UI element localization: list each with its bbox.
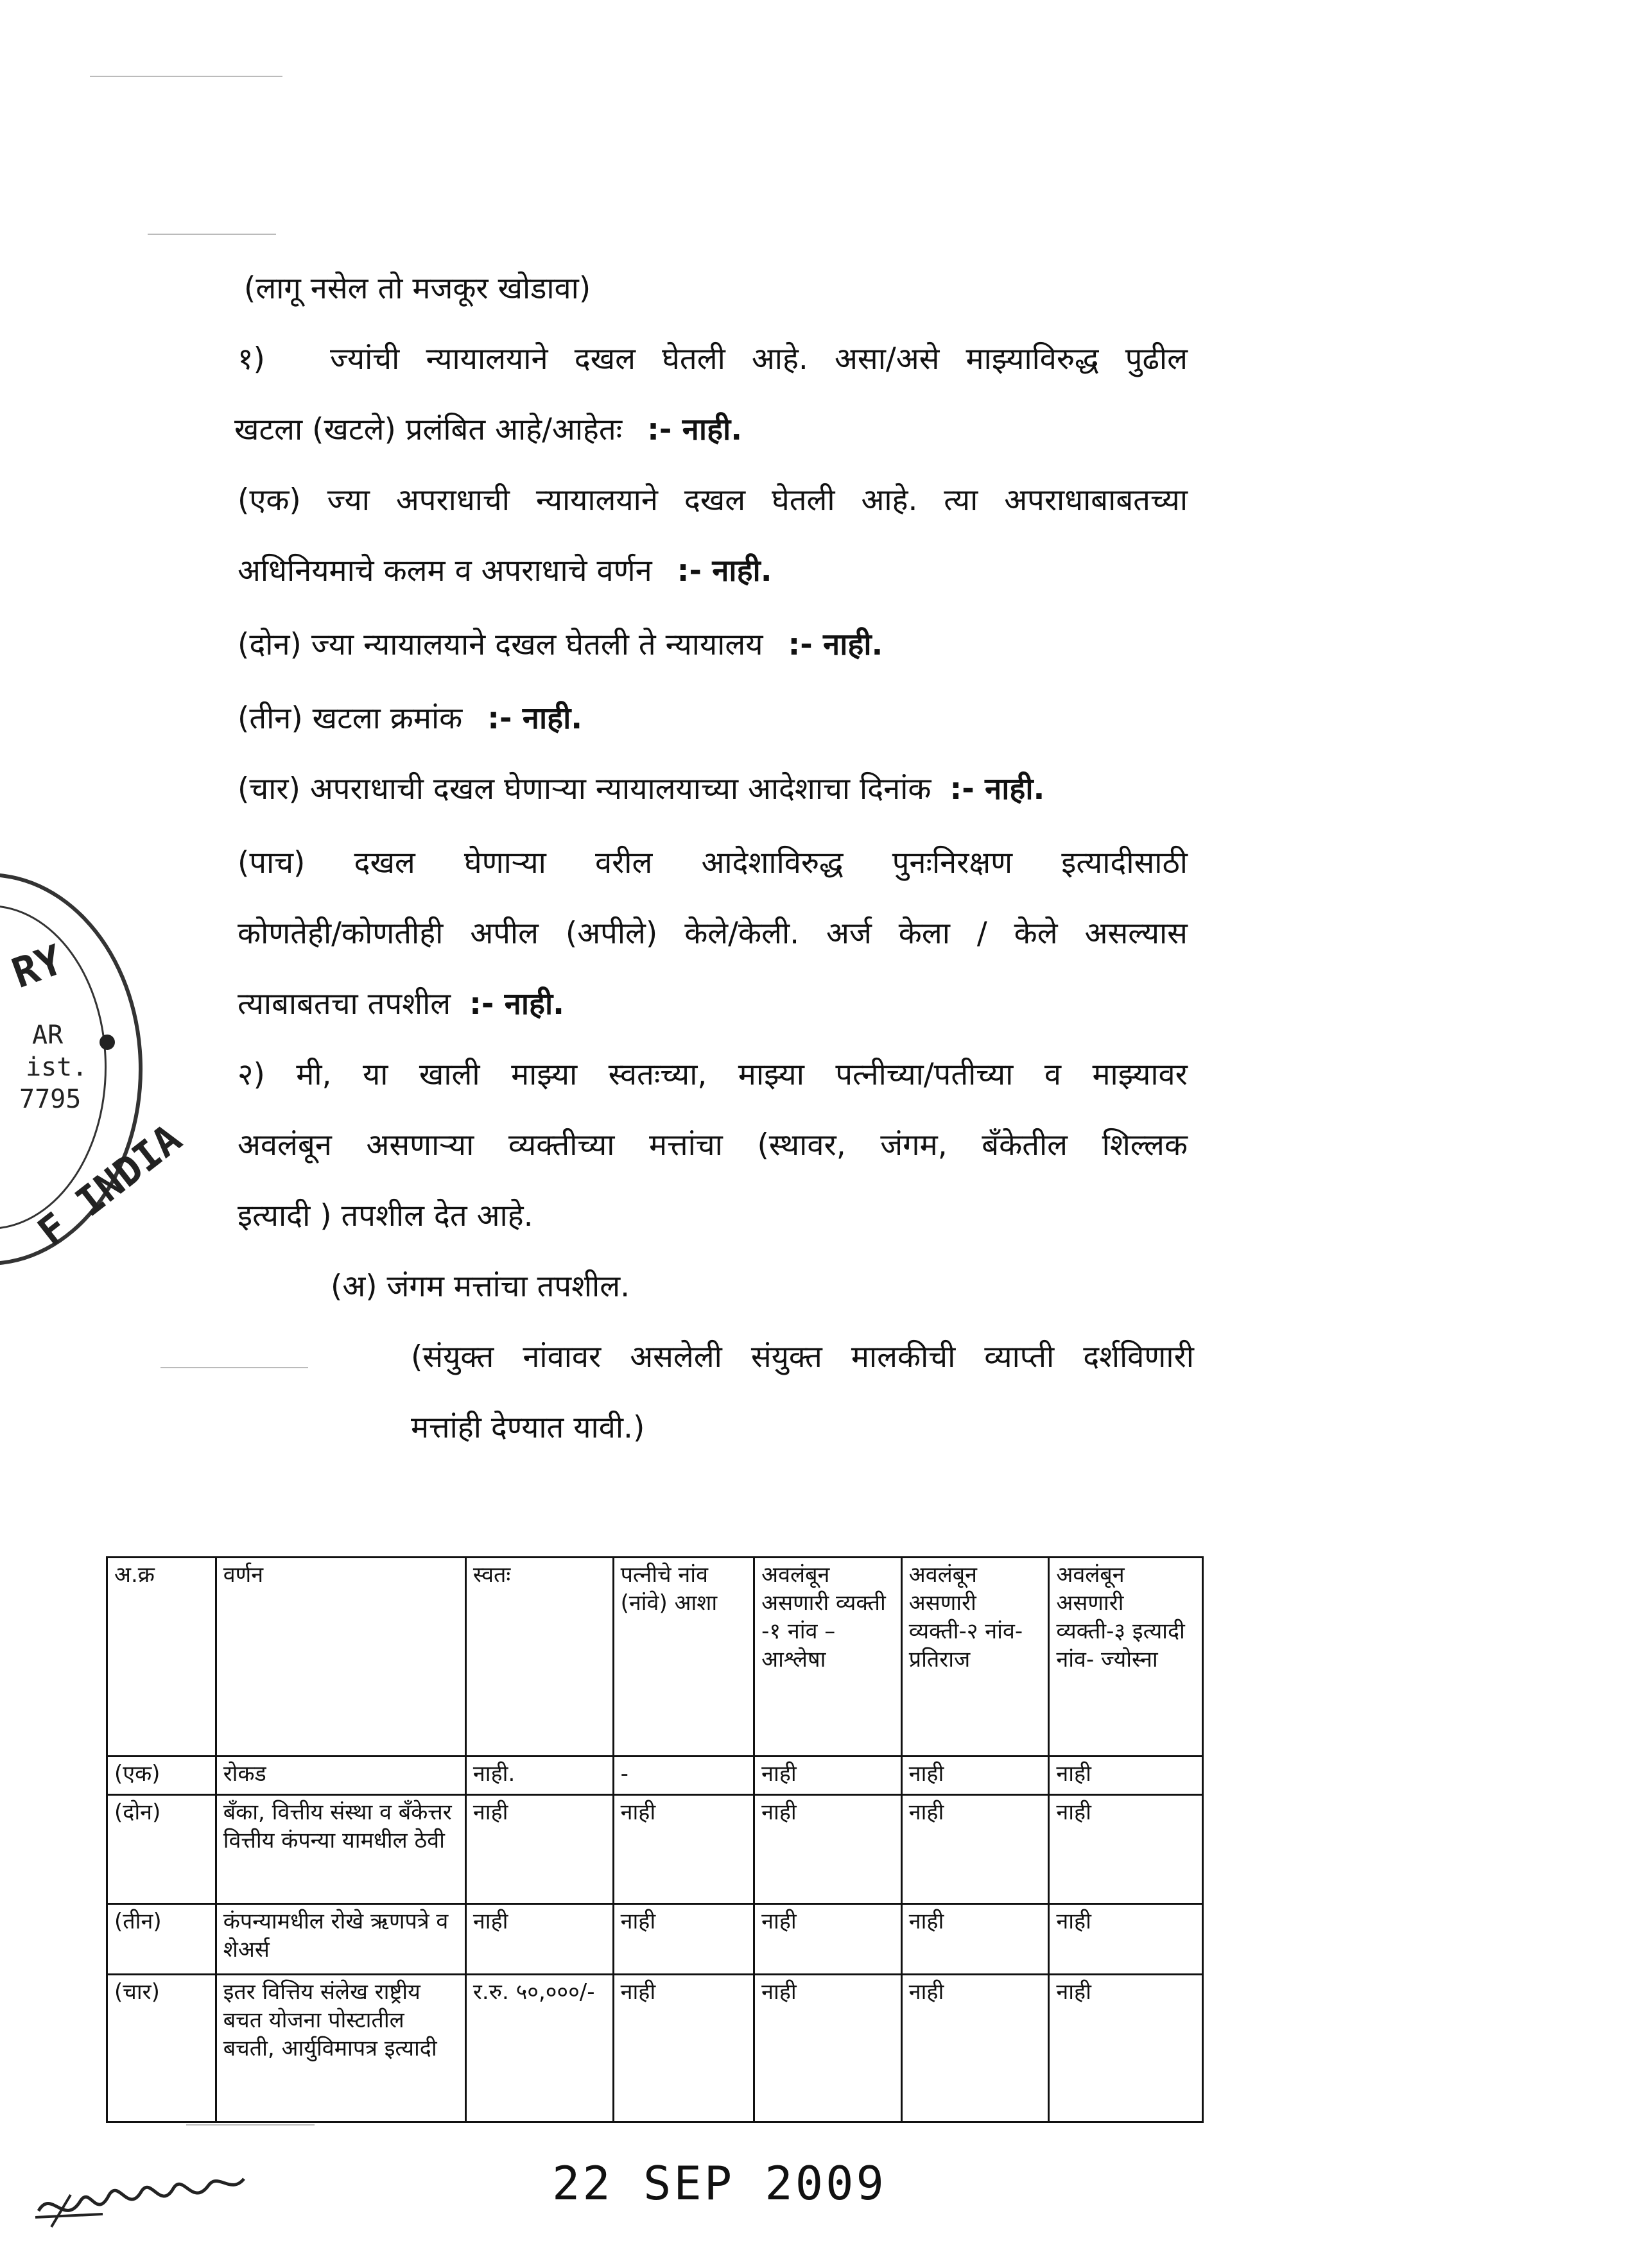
seal-text: AR — [32, 1020, 64, 1050]
word: बँकेतील — [982, 1128, 1068, 1163]
scan-mark — [148, 234, 276, 235]
table-cell: (दोन) — [107, 1795, 216, 1904]
table-cell: नाही — [754, 1757, 902, 1795]
word: असणाऱ्या — [366, 1128, 474, 1163]
word: असल्यास — [1084, 916, 1188, 951]
table-cell: नाही — [754, 1795, 902, 1904]
item-don — [238, 626, 883, 664]
word: मत्तांचा — [649, 1128, 723, 1163]
table-cell: नाही — [465, 1795, 613, 1904]
table-cell: नाही — [754, 1904, 902, 1975]
signature-image — [26, 2150, 257, 2233]
word: न्यायालयाने — [535, 483, 658, 518]
table-header-cell: पत्नीचे नांव (नांवे) आशा — [613, 1558, 754, 1757]
answer-text: :- नाही. — [949, 771, 1045, 807]
word: इत्यादीसाठी — [1061, 845, 1188, 881]
item-teen-text: (तीन) खटला क्रमांक — [238, 701, 463, 736]
word: कोणतेही/कोणतीही — [238, 916, 444, 951]
word: घेतली — [662, 341, 725, 377]
word: त्या — [944, 483, 978, 518]
table-header-cell: अवलंबून असणारी व्यक्ती -१ नांव – आश्लेषा — [754, 1558, 902, 1757]
table-cell: नाही — [901, 1795, 1049, 1904]
table-cell: नाही — [901, 1904, 1049, 1975]
table-cell: कंपन्यामधील रोखे ऋणपत्रे व शेअर्स — [216, 1904, 465, 1975]
scan-mark — [160, 1367, 308, 1368]
word: ज्यांची — [329, 341, 400, 377]
para2-line2 — [238, 1126, 1188, 1165]
table-header-cell: वर्णन — [216, 1558, 465, 1757]
subsection-a-note-line1 — [411, 1338, 1194, 1377]
word: अपराधाबाबतच्या — [1004, 483, 1188, 518]
table-cell: बँका, वित्तीय संस्था व बँकेत्तर वित्तीय कंपन्या यामधील ठेवी — [216, 1795, 465, 1904]
table-row — [107, 1757, 1203, 1795]
word: अवलंबून — [238, 1128, 332, 1163]
item-pach-line2 — [238, 915, 1188, 953]
word: पुनःनिरक्षण — [892, 845, 1013, 881]
table-cell: नाही. — [465, 1757, 613, 1795]
para2-line3: इत्यादी ) तपशील देत आहे. — [238, 1198, 533, 1233]
word: माझ्याविरुद्ध — [966, 341, 1099, 377]
scan-mark — [90, 76, 282, 77]
word: दखल — [684, 483, 746, 518]
word: केला — [898, 916, 950, 951]
table-cell: नाही — [613, 1975, 754, 2122]
word: केले/केली. — [684, 916, 800, 951]
word: अपराधाची — [395, 483, 510, 518]
seal-text: ist. — [26, 1052, 88, 1082]
answer-text: :- नाही. — [647, 412, 743, 447]
word: दखल — [354, 845, 415, 881]
item-pach-line3 — [238, 985, 564, 1024]
item-char — [238, 770, 1044, 809]
word: आहे. — [861, 483, 918, 518]
word: केले — [1014, 916, 1058, 951]
word: स्वतःच्या, — [608, 1057, 707, 1092]
table-cell: इतर वित्तिय संलेख राष्ट्रीय बचत योजना पोस्टातील बचती, आर्युविमापत्र इत्यादी — [216, 1975, 465, 2122]
table-header-cell: अवलंबून असणारी व्यक्ती-३ इत्यादी नांव- ज्योस्ना — [1049, 1558, 1203, 1757]
word: संयुक्त — [750, 1339, 822, 1375]
para1-number: १) — [238, 341, 265, 377]
word: खाली — [419, 1057, 480, 1092]
seal-dot — [100, 1035, 115, 1050]
word: माझ्या — [738, 1057, 804, 1092]
movable-assets-table — [106, 1556, 1204, 2123]
item-don-text: (दोन) ज्या न्यायालयाने दखल घेतली ते न्यायालय — [238, 627, 763, 662]
para1-line1 — [238, 340, 1188, 379]
table-cell: नाही — [754, 1975, 902, 2122]
item-ek-text: अधिनियमाचे कलम व अपराधाचे वर्णन — [238, 553, 652, 588]
item-char-text: (चार) अपराधाची दखल घेणाऱ्या न्यायालयाच्या आदेशाचा दिनांक — [238, 771, 931, 807]
subsection-a-note-line2: मत्तांही देण्यात यावी.) — [411, 1410, 645, 1445]
word: व्यक्तीच्या — [508, 1128, 615, 1163]
table-cell: (एक) — [107, 1757, 216, 1795]
date-stamp: 22 SEP 2009 — [552, 2156, 887, 2210]
table-cell: रोकड — [216, 1757, 465, 1795]
word: वरील — [594, 845, 653, 881]
table-cell: नाही — [901, 1757, 1049, 1795]
word: या — [362, 1057, 388, 1092]
word: (स्थावर, — [757, 1128, 846, 1163]
table-cell: नाही — [1049, 1904, 1203, 1975]
item-ek-line1 — [238, 481, 1188, 520]
table-cell: - — [613, 1757, 754, 1795]
answer-text: :- नाही. — [677, 553, 772, 588]
table-header-cell: अ.क्र — [107, 1558, 216, 1757]
word: माझ्या — [511, 1057, 578, 1092]
answer-text: :- नाही. — [788, 627, 883, 662]
word: असलेली — [630, 1339, 722, 1375]
table-cell: नाही — [613, 1795, 754, 1904]
para1-line2 — [234, 411, 742, 449]
table-row — [107, 1904, 1203, 1975]
table-cell: नाही — [613, 1904, 754, 1975]
word: असा/असे — [835, 341, 940, 377]
word: मी, — [296, 1057, 332, 1092]
word: (संयुक्त — [411, 1339, 494, 1375]
word: मालकीची — [851, 1339, 956, 1375]
table-header-row — [107, 1558, 1203, 1757]
item-teen — [238, 700, 582, 738]
item-pach-line1 — [238, 844, 1188, 882]
instruction-note: (लागू नसेल तो मजकूर खोडावा) — [244, 271, 591, 306]
word: घेणाऱ्या — [463, 845, 546, 881]
table-row — [107, 1795, 1203, 1904]
word: नांवावर — [523, 1339, 602, 1375]
word: ज्या — [327, 483, 370, 518]
para2-line1 — [238, 1056, 1188, 1094]
table-row — [107, 1975, 1203, 2122]
table-cell: नाही — [1049, 1975, 1203, 2122]
answer-text: :- नाही. — [487, 701, 583, 736]
table-cell: (चार) — [107, 1975, 216, 2122]
item-pach-text: त्याबाबतचा तपशील — [238, 986, 451, 1022]
word: जंगम, — [880, 1128, 948, 1163]
table-cell: नाही — [1049, 1795, 1203, 1904]
seal-text: 7795 — [19, 1085, 82, 1114]
word: पुढील — [1125, 341, 1188, 377]
word: व्याप्ती — [984, 1339, 1055, 1375]
word: व — [1044, 1057, 1061, 1092]
para1-line2-text: खटला (खटले) प्रलंबित आहे/आहेतः — [234, 412, 623, 447]
word: अपील — [470, 916, 539, 951]
word: अर्ज — [826, 916, 872, 951]
word: दर्शविणारी — [1083, 1339, 1194, 1375]
word: आहे. — [751, 341, 808, 377]
table-header-cell: अवलंबून असणारी व्यक्ती-२ नांव- प्रतिराज — [901, 1558, 1049, 1757]
table-cell: नाही — [465, 1904, 613, 1975]
seal-text: F INDIA — [29, 1115, 191, 1255]
table-cell: नाही — [901, 1975, 1049, 2122]
table-cell: (तीन) — [107, 1904, 216, 1975]
item-ek-line2 — [238, 552, 772, 590]
word: पत्नीच्या/पतीच्या — [835, 1057, 1014, 1092]
scan-mark — [186, 2124, 315, 2126]
word: दखल — [574, 341, 636, 377]
word: (अपीले) — [565, 916, 658, 951]
word: (एक) — [238, 483, 301, 518]
word: / — [976, 916, 987, 951]
word: २) — [238, 1057, 265, 1092]
word: आदेशाविरुद्ध — [701, 845, 844, 881]
word: न्यायालयाने — [426, 341, 548, 377]
word: शिल्लक — [1102, 1128, 1188, 1163]
table-cell: नाही — [1049, 1757, 1203, 1795]
table-header-cell: स्वतः — [465, 1558, 613, 1757]
seal-text: RY — [6, 936, 69, 998]
table-cell: र.रु. ५०,०००/- — [465, 1975, 613, 2122]
word: (पाच) — [238, 845, 306, 881]
answer-text: :- नाही. — [469, 986, 565, 1022]
word: माझ्यावर — [1092, 1057, 1188, 1092]
word: घेतली — [771, 483, 835, 518]
subsection-a-heading: (अ) जंगम मत्तांचा तपशील. — [331, 1269, 630, 1304]
